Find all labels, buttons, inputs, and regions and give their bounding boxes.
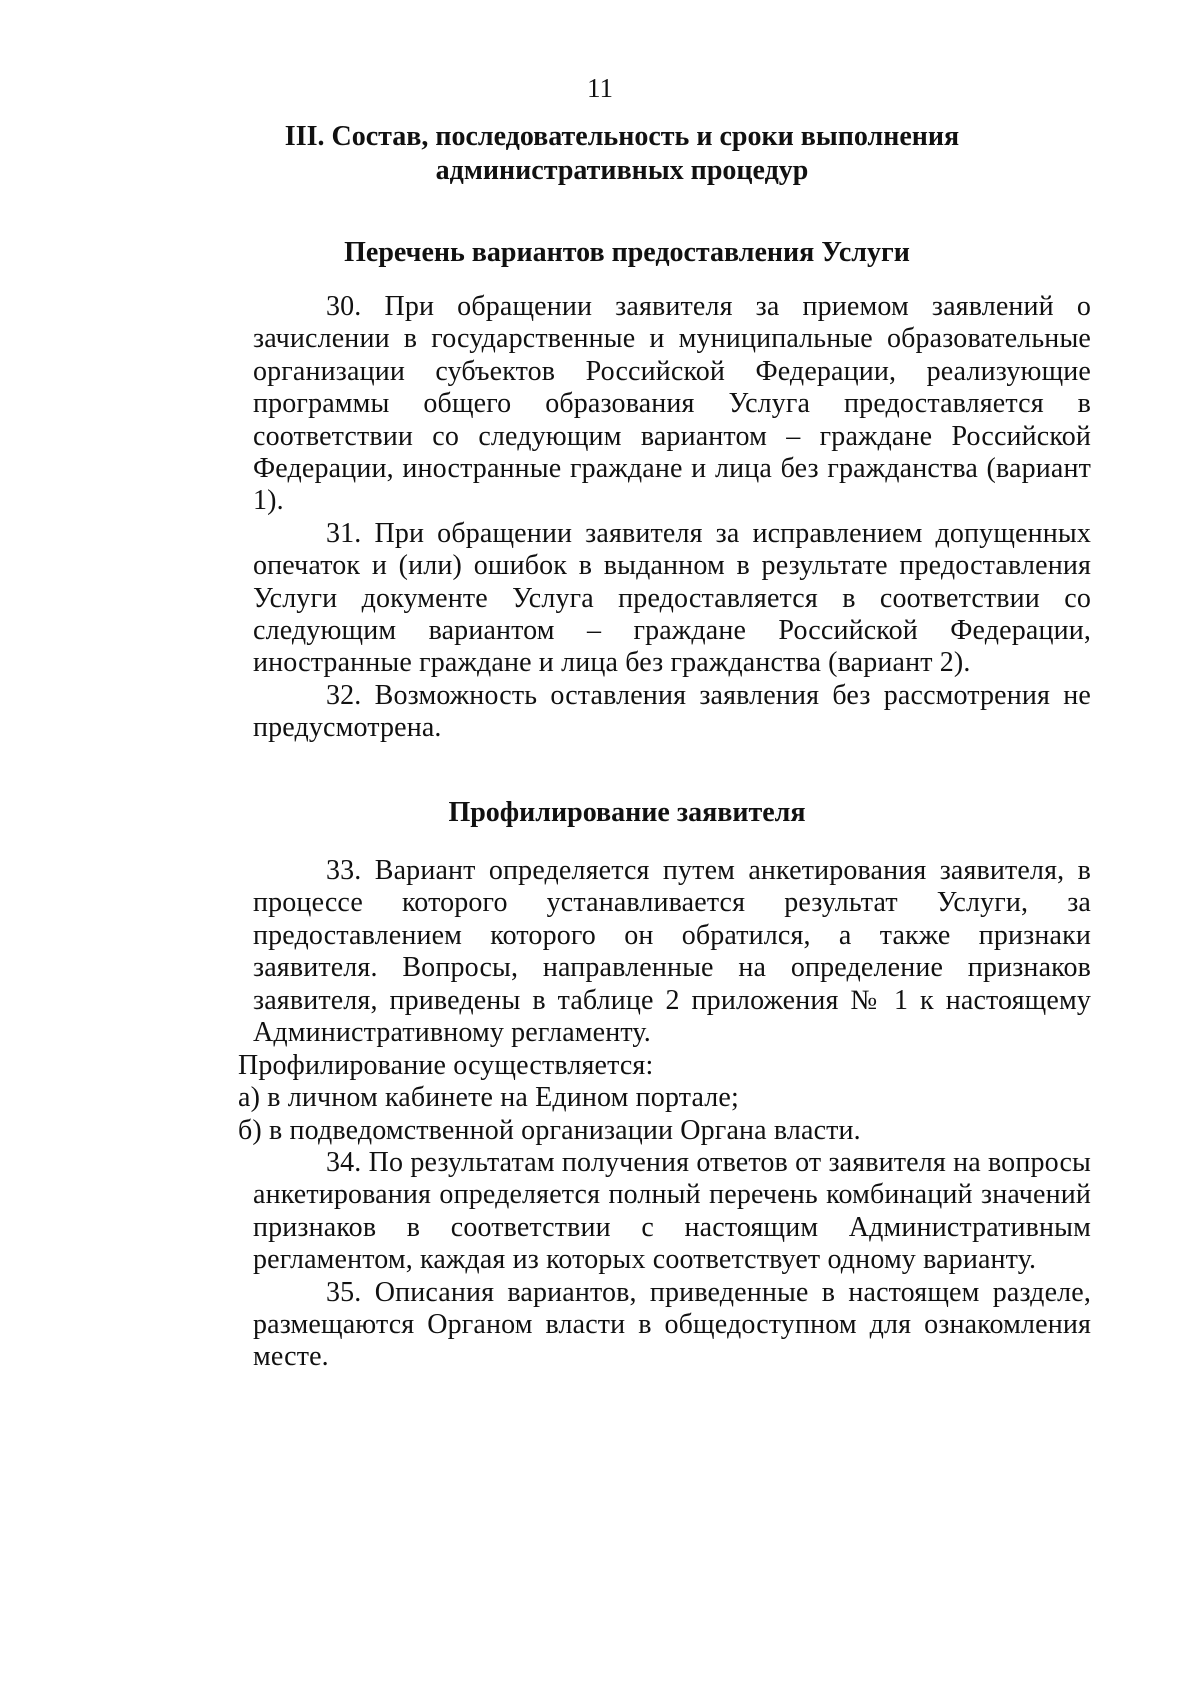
profiling-intro: Профилирование осуществляется:: [238, 1050, 654, 1081]
variants-paragraphs: [253, 291, 1091, 745]
paragraph-33: 33. Вариант определяется путем анкетирования заявителя, в процессе которого устанавливается результат Услуги, за предоставлением которого он обратился, а также признаки заявителя. Вопросы, направленные на определение признаков заявителя, приведены в таблице 2 приложения № 1 к настоящему Административному регламенту.: [253, 855, 1091, 1049]
paragraph-31: 31. При обращении заявителя за исправлением допущенных опечаток и (или) ошибок в выданном в результате предоставления Услуги документе Услуга предоставляется в соответствии со следующим вариантом – граждане Российской Федерации, иностранные граждане и лица без гражданства (вариант 2).: [253, 517, 1091, 679]
section-title-line2: административных процедур: [435, 155, 809, 186]
paragraph-35: 35. Описания вариантов, приведенные в настоящем разделе, размещаются Органом власти в общедоступном для ознакомления месте.: [253, 1276, 1091, 1373]
paragraph-32: 32. Возможность оставления заявления без рассмотрения не предусмотрена.: [253, 679, 1091, 744]
profiling-item-b: б) в подведомственной организации Органа власти.: [238, 1114, 861, 1146]
section-title-line1: III. Состав, последовательность и сроки выполнения: [284, 121, 960, 152]
paragraph-30: 30. При обращении заявителя за приемом заявлений о зачислении в государственные и муниципальные образовательные организации субъектов Российской Федерации, реализующие программы общего образования Услуга предоставляется в соответствии со следующим вариантом – граждане Российской Федерации, иностранные граждане и лица без гражданства (вариант 1).: [253, 291, 1091, 517]
profiling-paragraphs-34-35: [253, 1147, 1091, 1374]
subsection-title-variants: Перечень вариантов предоставления Услуги: [344, 237, 910, 268]
profiling-item-a: а) в личном кабинете на Едином портале;: [238, 1082, 739, 1114]
section-title: [200, 120, 1044, 188]
subsection-title-profiling: Профилирование заявителя: [448, 797, 806, 828]
page-number: 11: [587, 73, 613, 103]
profiling-list: [238, 1050, 1098, 1147]
paragraph-34: 34. По результатам получения ответов от заявителя на вопросы анкетирования определяется полный перечень комбинаций значений признаков в соответствии с настоящим Административным регламентом, каждая из которых соответствует одному варианту.: [253, 1147, 1091, 1276]
profiling-paragraph-33-block: [253, 855, 1091, 1049]
